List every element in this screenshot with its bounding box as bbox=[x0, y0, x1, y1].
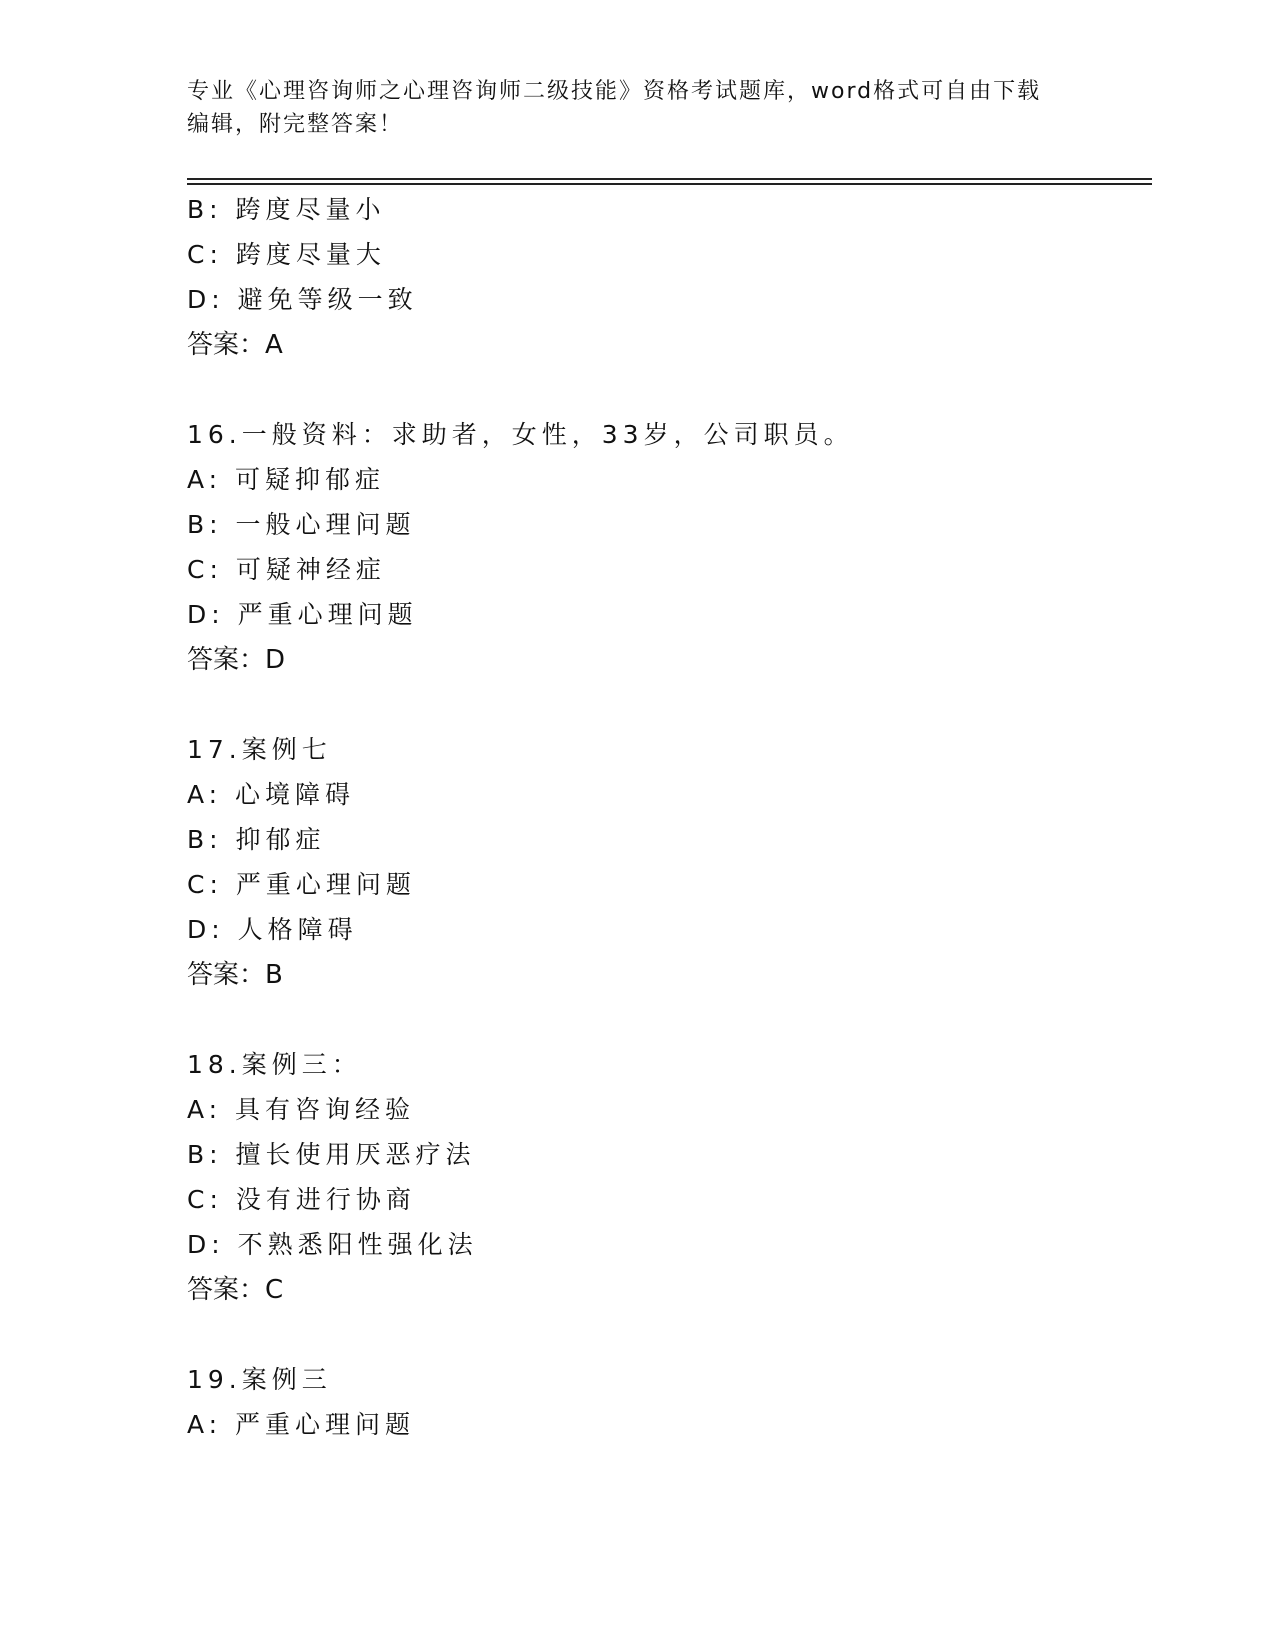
q16-answer: 答案：D bbox=[187, 645, 286, 675]
q18-option-c: C: 没有进行协商 bbox=[187, 1185, 416, 1214]
q19-option-a: A: 严重心理问题 bbox=[187, 1410, 416, 1439]
q16-option-c: C: 可疑神经症 bbox=[187, 555, 386, 584]
q15-option-c: C: 跨度尽量大 bbox=[187, 240, 386, 269]
q18-option-d: D: 不熟悉阳性强化法 bbox=[187, 1230, 478, 1259]
document-header bbox=[187, 75, 1087, 141]
q17-option-a: A: 心境障碍 bbox=[187, 780, 356, 809]
header-divider-bottom bbox=[187, 183, 1152, 185]
q16-option-d: D: 严重心理问题 bbox=[187, 600, 418, 629]
q18-stem: 18.案例三： bbox=[187, 1050, 362, 1079]
q17-option-b: B: 抑郁症 bbox=[187, 825, 326, 854]
header-line-2: 编辑，附完整答案！ bbox=[187, 112, 404, 137]
q16-stem: 16.一般资料：求助者，女性，33岁，公司职员。 bbox=[187, 420, 854, 449]
q18-option-b: B: 擅长使用厌恶疗法 bbox=[187, 1140, 476, 1169]
q17-stem: 17.案例七 bbox=[187, 735, 332, 764]
q19-stem: 19.案例三 bbox=[187, 1365, 332, 1394]
header-divider-top bbox=[187, 178, 1152, 180]
q17-option-d: D: 人格障碍 bbox=[187, 915, 358, 944]
q15-answer: 答案：A bbox=[187, 330, 283, 360]
q18-option-a: A: 具有咨询经验 bbox=[187, 1095, 416, 1124]
q15-option-b: B: 跨度尽量小 bbox=[187, 195, 386, 224]
q16-option-a: A: 可疑抑郁症 bbox=[187, 465, 386, 494]
q18-answer: 答案：C bbox=[187, 1275, 284, 1305]
q16-option-b: B: 一般心理问题 bbox=[187, 510, 416, 539]
q17-answer: 答案：B bbox=[187, 960, 283, 990]
q17-option-c: C: 严重心理问题 bbox=[187, 870, 416, 899]
header-line-1: 专业《心理咨询师之心理咨询师二级技能》资格考试题库，word格式可自由下载 bbox=[187, 79, 1042, 104]
q15-option-d: D: 避免等级一致 bbox=[187, 285, 418, 314]
